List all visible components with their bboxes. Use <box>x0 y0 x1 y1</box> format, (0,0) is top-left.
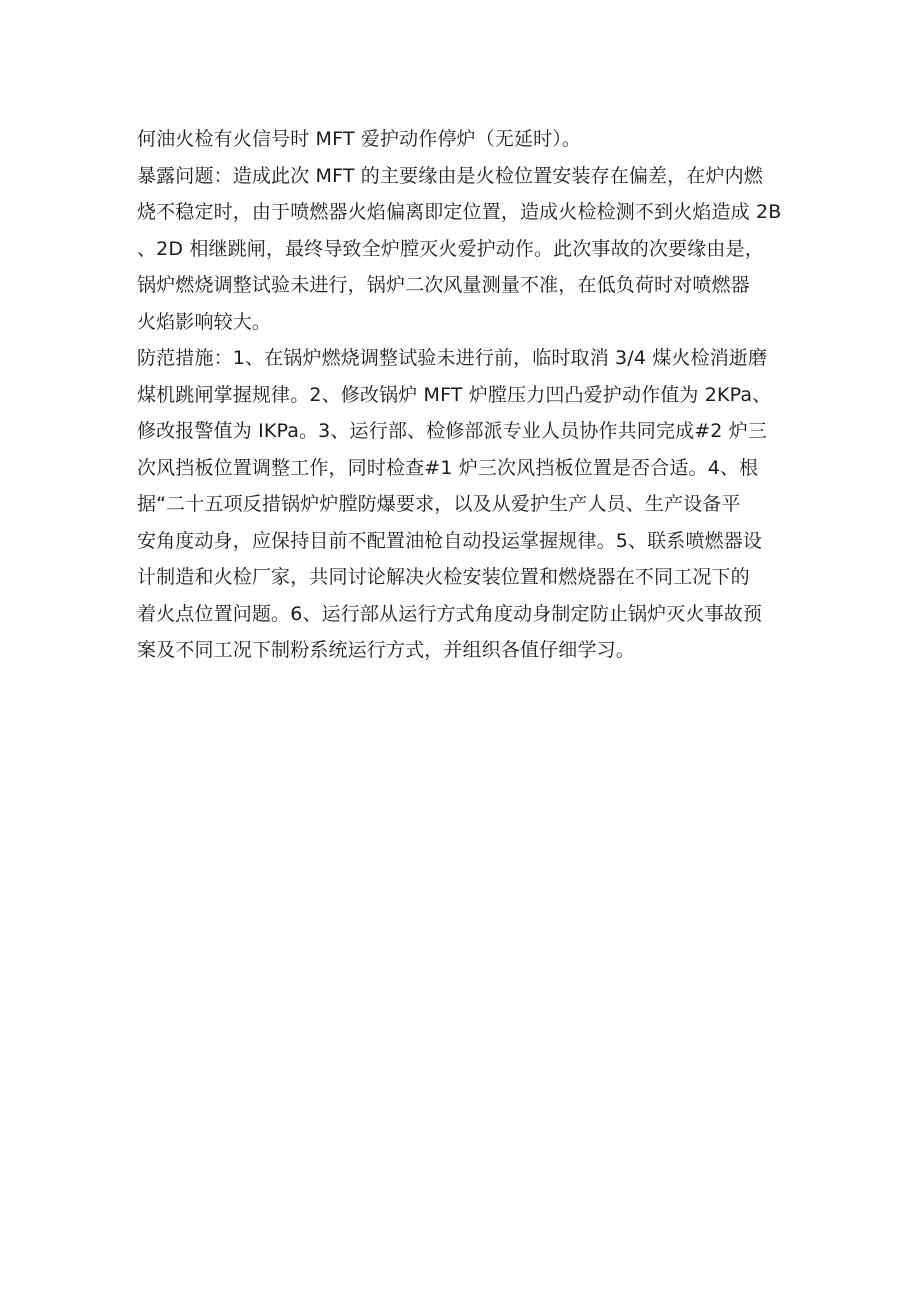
text-line-14: 着火点位置问题。6、运行部从运行方式角度动身制定防止锅炉灭火事故预 <box>137 602 763 625</box>
text-line-6: 火焰影响较大。 <box>137 310 272 333</box>
text-line-12: 安角度动身，应保持目前不配置油枪自动投运掌握规律。5、联系喷燃器设 <box>137 529 763 552</box>
text-line-9: 修改报警值为 IKPa。3、运行部、检修部派专业人员协作共同完成#2 炉三 <box>137 420 768 442</box>
text-line-3: 烧不稳定时，由于喷燃器火焰偏离即定位置，造成火检检测不到火焰造成 2B <box>137 201 782 223</box>
text-line-4: 、2D 相继跳闸，最终导致全炉膛灭火爱护动作。此次事故的次要缘由是， <box>137 237 764 260</box>
text-line-7: 防范措施：1、在锅炉燃烧调整试验未进行前，临时取消 3/4 煤火检消逝磨 <box>137 347 768 369</box>
text-line-5: 锅炉燃烧调整试验未进行，锅炉二次风量测量不准，在低负荷时对喷燃器 <box>137 274 750 296</box>
text-line-15: 案及不同工况下制粉系统运行方式，并组织各值仔细学习。 <box>137 639 635 661</box>
text-line-1: 何油火检有火信号时 MFT 爱护动作停炉（无延时）。 <box>137 128 582 150</box>
text-line-11: 据“二十五项反措锅炉炉膛防爆要求，以及从爱护生产人员、生产设备平 <box>137 493 741 515</box>
body-text <box>137 121 797 669</box>
text-line-13: 计制造和火检厂家，共同讨论解决火检安装位置和燃烧器在不同工况下的 <box>137 566 750 588</box>
text-line-10: 次风挡板位置调整工作，同时检查#1 炉三次风挡板位置是否合适。4、根 <box>137 456 759 479</box>
text-line-8: 煤机跳闸掌握规律。2、修改锅炉 MFT 炉膛压力凹凸爱护动作值为 2KPa、 <box>137 383 772 406</box>
text-line-2: 暴露问题：造成此次 MFT 的主要缘由是火检位置安装存在偏差，在炉内燃 <box>137 164 763 187</box>
